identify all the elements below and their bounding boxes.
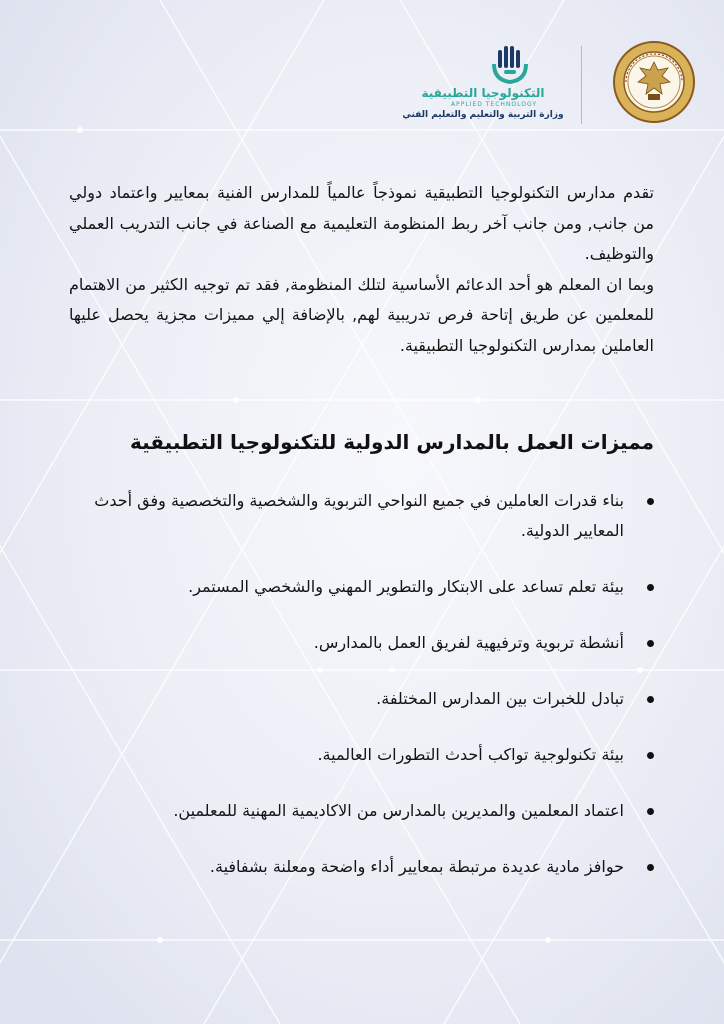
feature-text: بيئة تعلم تساعد على الابتكار والتطوير المهني والشخصي المستمر.	[188, 577, 624, 596]
applied-technology-logo	[398, 44, 568, 124]
list-item	[69, 852, 654, 882]
applied-technology-english: APPLIED TECHNOLOGY	[450, 101, 537, 108]
bullet-icon	[647, 752, 654, 759]
list-item	[69, 796, 654, 826]
bullet-icon	[647, 696, 654, 703]
bullet-icon	[647, 498, 654, 505]
feature-text: بناء قدرات العاملين في جميع النواحي التربوية والشخصية والتخصصية وفق أحدث المعايير الدولية.	[94, 491, 624, 540]
feature-text: بيئة تكنولوجية تواكب أحدث التطورات العالمية.	[317, 745, 624, 764]
intro-paragraph: تقدم مدارس التكنولوجيا التطبيقية نموذجاً عالمياً للمدارس الفنية بمعايير واعتماد دولي من جانب, ومن جانب آخر ربط المنظومة التعليمية مع الصناعة في جانب التدريب العملي والتوظيف.	[69, 183, 654, 263]
applied-technology-arabic: التكنولوجيا التطبيقية	[421, 86, 545, 100]
bullet-icon	[647, 584, 654, 591]
ministry-name: وزارة التربية والتعليم والتعليم الفني	[402, 110, 564, 120]
bullet-icon	[647, 640, 654, 647]
features-list	[69, 486, 654, 908]
header-divider	[581, 46, 582, 124]
feature-text: تبادل للخبرات بين المدارس المختلفة.	[376, 689, 624, 708]
hand-logo-icon	[488, 44, 532, 86]
eagle-seal-icon	[612, 40, 696, 124]
list-item	[69, 628, 654, 658]
page-header	[396, 38, 696, 138]
feature-text: حوافز مادية عديدة مرتبطة بمعايير أداء واضحة ومعلنة بشفافية.	[209, 857, 624, 876]
feature-text: اعتماد المعلمين والمديرين بالمدارس من الاكاديمية المهنية للمعلمين.	[173, 801, 624, 820]
intro-paragraph: وبما ان المعلم هو أحد الدعائم الأساسية لتلك المنظومة, فقد تم توجيه الكثير من الاهتمام للمعلمين عن طريق إتاحة فرص تدريبية لهم, بالإضافة إلي مميزات مجزية يحصل عليها العاملين بمدارس التكنولوجيا التطبيقية.	[69, 274, 654, 355]
bullet-icon	[647, 808, 654, 815]
feature-text: أنشطة تربوية وترفيهية لفريق العمل بالمدارس.	[313, 633, 624, 652]
list-item	[69, 486, 654, 546]
section-title: مميزات العمل بالمدارس الدولية للتكنولوجيا التطبيقية	[129, 430, 654, 454]
intro-text	[69, 178, 654, 361]
list-item	[69, 572, 654, 602]
list-item	[69, 740, 654, 770]
list-item	[69, 684, 654, 714]
bullet-icon	[647, 864, 654, 871]
